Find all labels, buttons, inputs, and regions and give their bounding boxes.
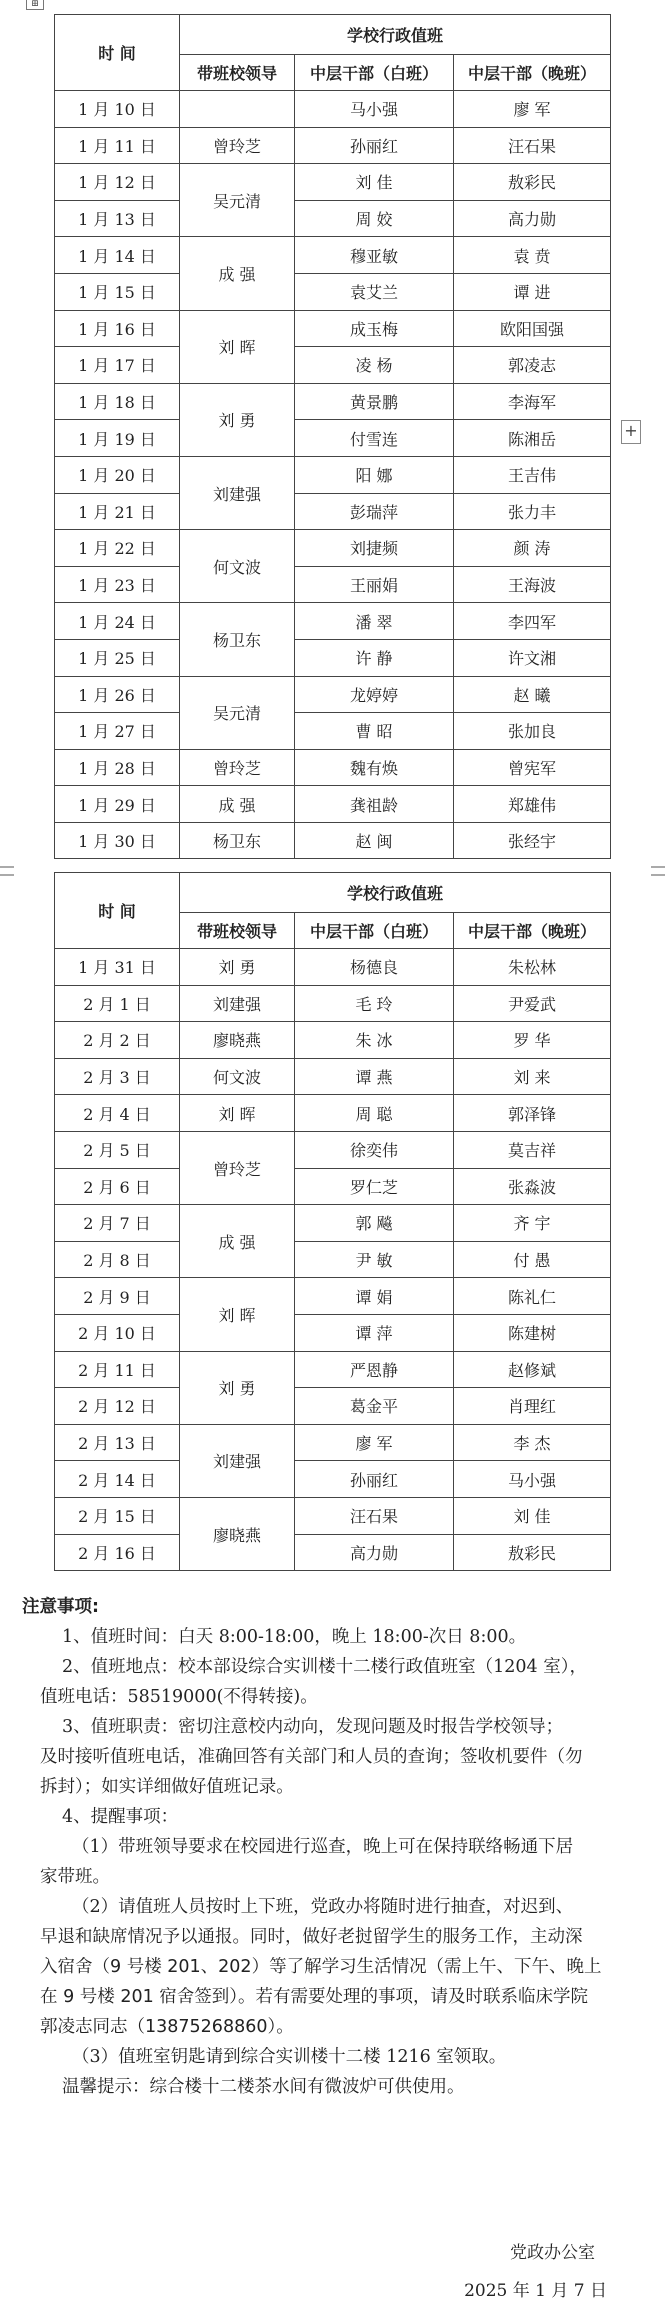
issuer-office: 党政办公室 — [510, 2243, 595, 2263]
night-shift-cell: 汪石果 — [454, 127, 611, 164]
duty-table-1-body — [55, 91, 611, 859]
date-cell: 1 月 25 日 — [55, 639, 180, 676]
day-shift-cell: 孙丽红 — [295, 1461, 454, 1498]
leader-cell: 何文波 — [180, 1058, 295, 1095]
date-cell: 2 月 13 日 — [55, 1424, 180, 1461]
date-cell: 1 月 28 日 — [55, 749, 180, 786]
night-shift-cell: 赵修斌 — [454, 1351, 611, 1388]
table-row — [55, 1278, 611, 1315]
header-day-shift: 中层干部（白班） — [295, 913, 454, 949]
table-move-handle[interactable]: ⊞ — [26, 0, 44, 10]
table-row — [55, 713, 611, 750]
table-row — [55, 603, 611, 640]
night-shift-cell: 赵 曦 — [454, 676, 611, 713]
warm-tip: 温馨提示：综合楼十二楼茶水间有微波炉可供使用。 — [62, 2077, 465, 2097]
date-cell: 1 月 21 日 — [55, 493, 180, 530]
table-row — [55, 676, 611, 713]
date-cell: 2 月 6 日 — [55, 1168, 180, 1205]
night-shift-cell: 曾宪军 — [454, 749, 611, 786]
table-row — [55, 566, 611, 603]
day-shift-cell: 杨德良 — [295, 949, 454, 986]
night-shift-cell: 罗 华 — [454, 1022, 611, 1059]
note-3-line-3: 拆封）；如实详细做好值班记录。 — [40, 1777, 294, 1797]
night-shift-cell: 李海军 — [454, 383, 611, 420]
leader-cell: 曾玲芝 — [180, 749, 295, 786]
reminder-1-line-1: （1）带班领导要求在校园进行巡查，晚上可在保持联络畅通下居 — [72, 1837, 574, 1857]
date-cell: 1 月 10 日 — [55, 91, 180, 128]
header-time: 时 间 — [55, 873, 180, 949]
night-shift-cell: 敖彩民 — [454, 1534, 611, 1571]
date-cell: 1 月 13 日 — [55, 200, 180, 237]
day-shift-cell: 袁艾兰 — [295, 273, 454, 310]
leader-cell: 刘 勇 — [180, 383, 295, 456]
leader-cell: 杨卫东 — [180, 603, 295, 676]
header-night-shift: 中层干部（晚班） — [454, 913, 611, 949]
date-cell: 1 月 26 日 — [55, 676, 180, 713]
notes-section — [22, 1592, 642, 2102]
day-shift-cell: 潘 翠 — [295, 603, 454, 640]
date-cell: 1 月 12 日 — [55, 164, 180, 201]
date-cell: 1 月 29 日 — [55, 786, 180, 823]
table-row — [55, 822, 611, 859]
table-row — [55, 1461, 611, 1498]
day-shift-cell: 罗仁芝 — [295, 1168, 454, 1205]
date-cell: 1 月 14 日 — [55, 237, 180, 274]
table-row — [55, 456, 611, 493]
day-shift-cell: 阳 娜 — [295, 456, 454, 493]
issue-date: 2025 年 1 月 7 日 — [464, 2281, 607, 2301]
reminder-3: （3）值班室钥匙请到综合实训楼十二楼 1216 室领取。 — [72, 2047, 507, 2067]
day-shift-cell: 毛 玲 — [295, 985, 454, 1022]
date-cell: 1 月 30 日 — [55, 822, 180, 859]
date-cell: 2 月 10 日 — [55, 1314, 180, 1351]
header-leader: 带班校领导 — [180, 55, 295, 91]
leader-cell: 刘建强 — [180, 1424, 295, 1497]
day-shift-cell: 朱 冰 — [295, 1022, 454, 1059]
day-shift-cell: 王丽娟 — [295, 566, 454, 603]
day-shift-cell: 穆亚敏 — [295, 237, 454, 274]
date-cell: 1 月 19 日 — [55, 420, 180, 457]
note-3-line-2: 及时接听值班电话，准确回答有关部门和人员的查询；签收机要件（勿 — [40, 1747, 583, 1767]
table-row — [55, 749, 611, 786]
table-row — [55, 347, 611, 384]
duty-table-2-body — [55, 949, 611, 1571]
reminder-2-line-1: （2）请值班人员按时上下班，党政办将随时进行抽查，对迟到、 — [72, 1897, 574, 1917]
table-row — [55, 273, 611, 310]
day-shift-cell: 谭 萍 — [295, 1314, 454, 1351]
table-row — [55, 1314, 611, 1351]
reminder-2-line-2: 早退和缺席情况予以通报。同时，做好老挝留学生的服务工作，主动深 — [40, 1927, 583, 1947]
table-row — [55, 164, 611, 201]
table-row — [55, 1095, 611, 1132]
day-shift-cell: 周 聪 — [295, 1095, 454, 1132]
leader-cell: 曾玲芝 — [180, 127, 295, 164]
reminder-2-line-5: 郭凌志同志（13875268860）。 — [40, 2017, 294, 2037]
duty-table-1 — [54, 14, 611, 859]
night-shift-cell: 张加良 — [454, 713, 611, 750]
table-row — [55, 949, 611, 986]
leader-cell: 刘 晖 — [180, 1278, 295, 1351]
night-shift-cell: 朱松林 — [454, 949, 611, 986]
night-shift-cell: 颜 涛 — [454, 530, 611, 567]
date-cell: 1 月 15 日 — [55, 273, 180, 310]
day-shift-cell: 高力勋 — [295, 1534, 454, 1571]
night-shift-cell: 肖理红 — [454, 1388, 611, 1425]
date-cell: 1 月 17 日 — [55, 347, 180, 384]
header-day-shift: 中层干部（白班） — [295, 55, 454, 91]
header-group: 学校行政值班 — [180, 15, 611, 55]
reminder-2-line-3: 入宿舍（9 号楼 201、202）等了解学习生活情况（需上午、下午、晚上 — [40, 1957, 602, 1977]
date-cell: 2 月 5 日 — [55, 1131, 180, 1168]
night-shift-cell: 郭泽锋 — [454, 1095, 611, 1132]
table-row — [55, 1497, 611, 1534]
header-leader: 带班校领导 — [180, 913, 295, 949]
leader-cell: 吴元清 — [180, 164, 295, 237]
date-cell: 2 月 15 日 — [55, 1497, 180, 1534]
duty-table-2 — [54, 872, 611, 1571]
leader-cell: 成 强 — [180, 1205, 295, 1278]
night-shift-cell: 张经宇 — [454, 822, 611, 859]
table-row — [55, 639, 611, 676]
day-shift-cell: 龚祖龄 — [295, 786, 454, 823]
night-shift-cell: 张淼波 — [454, 1168, 611, 1205]
day-shift-cell: 凌 杨 — [295, 347, 454, 384]
night-shift-cell: 张力丰 — [454, 493, 611, 530]
leader-cell: 刘建强 — [180, 985, 295, 1022]
table-row — [55, 1424, 611, 1461]
date-cell: 1 月 16 日 — [55, 310, 180, 347]
leader-cell: 刘建强 — [180, 456, 295, 529]
leader-cell: 刘 晖 — [180, 310, 295, 383]
day-shift-cell: 孙丽红 — [295, 127, 454, 164]
header-group: 学校行政值班 — [180, 873, 611, 913]
table-row — [55, 1351, 611, 1388]
day-shift-cell: 严恩静 — [295, 1351, 454, 1388]
date-cell: 1 月 31 日 — [55, 949, 180, 986]
night-shift-cell: 马小强 — [454, 1461, 611, 1498]
night-shift-cell: 陈建树 — [454, 1314, 611, 1351]
table-row — [55, 383, 611, 420]
date-cell: 2 月 3 日 — [55, 1058, 180, 1095]
resize-marker-right[interactable] — [651, 866, 665, 876]
night-shift-cell: 尹爱武 — [454, 985, 611, 1022]
table-row — [55, 530, 611, 567]
date-cell: 2 月 8 日 — [55, 1241, 180, 1278]
night-shift-cell: 谭 进 — [454, 273, 611, 310]
day-shift-cell: 谭 娟 — [295, 1278, 454, 1315]
night-shift-cell: 欧阳国强 — [454, 310, 611, 347]
table-row — [55, 786, 611, 823]
night-shift-cell: 廖 军 — [454, 91, 611, 128]
table-row — [55, 127, 611, 164]
leader-cell — [180, 91, 295, 128]
date-cell: 1 月 20 日 — [55, 456, 180, 493]
table-row — [55, 1534, 611, 1571]
header-time: 时 间 — [55, 15, 180, 91]
day-shift-cell: 汪石果 — [295, 1497, 454, 1534]
table-row — [55, 310, 611, 347]
leader-cell: 成 强 — [180, 786, 295, 823]
note-2-line-2: 值班电话：58519000(不得转接)。 — [40, 1687, 318, 1707]
date-cell: 2 月 2 日 — [55, 1022, 180, 1059]
day-shift-cell: 魏有焕 — [295, 749, 454, 786]
date-cell: 1 月 24 日 — [55, 603, 180, 640]
date-cell: 1 月 11 日 — [55, 127, 180, 164]
day-shift-cell: 曹 昭 — [295, 713, 454, 750]
date-cell: 2 月 16 日 — [55, 1534, 180, 1571]
day-shift-cell: 彭瑞萍 — [295, 493, 454, 530]
table-row — [55, 237, 611, 274]
date-cell: 2 月 9 日 — [55, 1278, 180, 1315]
date-cell: 2 月 14 日 — [55, 1461, 180, 1498]
reminder-2-line-4: 在 9 号楼 201 宿舍签到）。若有需要处理的事项，请及时联系临床学院 — [40, 1987, 589, 2007]
date-cell: 1 月 18 日 — [55, 383, 180, 420]
note-1: 1、值班时间：白天 8:00-18:00，晚上 18:00-次日 8:00。 — [62, 1627, 527, 1647]
day-shift-cell: 成玉梅 — [295, 310, 454, 347]
table-row — [55, 200, 611, 237]
add-row-button[interactable]: + — [621, 420, 641, 444]
night-shift-cell: 陈礼仁 — [454, 1278, 611, 1315]
note-4: 4、提醒事项： — [62, 1807, 179, 1827]
table-row — [55, 91, 611, 128]
day-shift-cell: 刘捷频 — [295, 530, 454, 567]
date-cell: 2 月 12 日 — [55, 1388, 180, 1425]
table-row — [55, 1022, 611, 1059]
resize-marker-left[interactable] — [0, 866, 14, 876]
night-shift-cell: 付 愚 — [454, 1241, 611, 1278]
day-shift-cell: 刘 佳 — [295, 164, 454, 201]
table-row — [55, 493, 611, 530]
day-shift-cell: 葛金平 — [295, 1388, 454, 1425]
day-shift-cell: 廖 军 — [295, 1424, 454, 1461]
notes-title: 注意事项: — [22, 1597, 99, 1617]
table-row — [55, 1388, 611, 1425]
table-row — [55, 1131, 611, 1168]
night-shift-cell: 刘 佳 — [454, 1497, 611, 1534]
table-row — [55, 1058, 611, 1095]
day-shift-cell: 龙婷婷 — [295, 676, 454, 713]
night-shift-cell: 齐 宇 — [454, 1205, 611, 1242]
night-shift-cell: 李 杰 — [454, 1424, 611, 1461]
table-row — [55, 1205, 611, 1242]
night-shift-cell: 郭凌志 — [454, 347, 611, 384]
reminder-1-line-2: 家带班。 — [40, 1867, 110, 1887]
night-shift-cell: 陈湘岳 — [454, 420, 611, 457]
date-cell: 1 月 23 日 — [55, 566, 180, 603]
leader-cell: 刘 勇 — [180, 1351, 295, 1424]
day-shift-cell: 郭 飚 — [295, 1205, 454, 1242]
leader-cell: 曾玲芝 — [180, 1131, 295, 1204]
note-3-line-1: 3、值班职责：密切注意校内动向，发现问题及时报告学校领导； — [62, 1717, 564, 1737]
date-cell: 1 月 27 日 — [55, 713, 180, 750]
day-shift-cell: 周 姣 — [295, 200, 454, 237]
leader-cell: 廖晓燕 — [180, 1022, 295, 1059]
leader-cell: 何文波 — [180, 530, 295, 603]
date-cell: 2 月 1 日 — [55, 985, 180, 1022]
night-shift-cell: 王海波 — [454, 566, 611, 603]
night-shift-cell: 郑雄伟 — [454, 786, 611, 823]
night-shift-cell: 袁 贲 — [454, 237, 611, 274]
night-shift-cell: 刘 来 — [454, 1058, 611, 1095]
date-cell: 1 月 22 日 — [55, 530, 180, 567]
leader-cell: 杨卫东 — [180, 822, 295, 859]
date-cell: 2 月 11 日 — [55, 1351, 180, 1388]
day-shift-cell: 谭 燕 — [295, 1058, 454, 1095]
leader-cell: 刘 晖 — [180, 1095, 295, 1132]
day-shift-cell: 黄景鹏 — [295, 383, 454, 420]
leader-cell: 刘 勇 — [180, 949, 295, 986]
night-shift-cell: 莫吉祥 — [454, 1131, 611, 1168]
date-cell: 2 月 4 日 — [55, 1095, 180, 1132]
night-shift-cell: 王吉伟 — [454, 456, 611, 493]
table-row — [55, 420, 611, 457]
note-2-line-1: 2、值班地点：校本部设综合实训楼十二楼行政值班室（1204 室）， — [62, 1657, 587, 1677]
day-shift-cell: 尹 敏 — [295, 1241, 454, 1278]
date-cell: 2 月 7 日 — [55, 1205, 180, 1242]
table-row — [55, 1168, 611, 1205]
table-row — [55, 1241, 611, 1278]
leader-cell: 成 强 — [180, 237, 295, 310]
day-shift-cell: 徐奕伟 — [295, 1131, 454, 1168]
day-shift-cell: 马小强 — [295, 91, 454, 128]
night-shift-cell: 许文湘 — [454, 639, 611, 676]
day-shift-cell: 付雪连 — [295, 420, 454, 457]
table-row — [55, 985, 611, 1022]
night-shift-cell: 高力勋 — [454, 200, 611, 237]
day-shift-cell: 许 静 — [295, 639, 454, 676]
leader-cell: 廖晓燕 — [180, 1497, 295, 1570]
leader-cell: 吴元清 — [180, 676, 295, 749]
night-shift-cell: 敖彩民 — [454, 164, 611, 201]
day-shift-cell: 赵 闽 — [295, 822, 454, 859]
night-shift-cell: 李四军 — [454, 603, 611, 640]
header-night-shift: 中层干部（晚班） — [454, 55, 611, 91]
